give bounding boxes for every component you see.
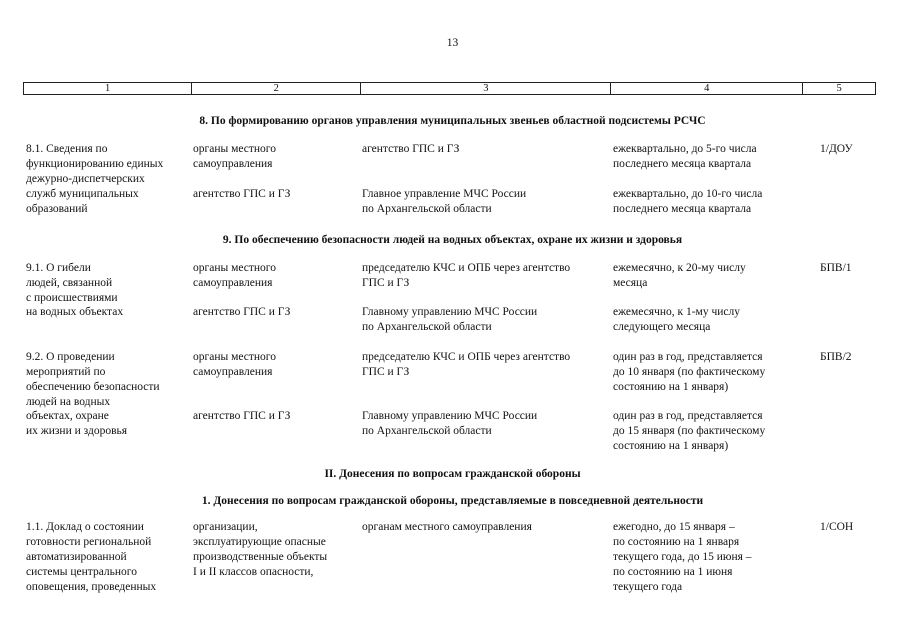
cell-recipient: председателю КЧС и ОПБ через агентство ГПС и ГЗ	[362, 262, 571, 289]
cell-form-code: 1/СОН	[820, 521, 854, 533]
cell-deadline: ежемесячно, к 1-му числу следующего месяца	[613, 306, 740, 333]
cell-deadline: ежемесячно, к 20-му числу месяца	[613, 262, 746, 289]
header-col-5: 5	[802, 83, 875, 94]
cell-form-code: 1/ДОУ	[820, 143, 853, 155]
cell-report-name: объектах, охране их жизни и здоровья	[26, 410, 128, 437]
table-header	[23, 82, 876, 95]
cell-deadline: один раз в год, представляется до 15 января (по фактическому состоянию на 1 января)	[613, 410, 766, 452]
header-col-4: 4	[610, 83, 802, 94]
cell-deadline: ежегодно, до 15 января – по состоянию на 1 января текущего года, до 15 июня – по состоянию на 1 июня текущего года	[613, 521, 752, 593]
cell-recipient: председателю КЧС и ОПБ через агентство ГПС и ГЗ	[362, 351, 571, 378]
cell-deadline: один раз в год, представляется до 10 января (по фактическому состоянию на 1 января)	[613, 351, 766, 393]
cell-form-code: БПВ/1	[820, 262, 852, 274]
header-col-1: 1	[104, 83, 111, 94]
cell-sender: агентство ГПС и ГЗ	[193, 188, 291, 200]
cell-recipient: Главное управление МЧС России по Архангельской области	[362, 188, 527, 215]
cell-deadline: ежеквартально, до 5-го числа последнего месяца квартала	[613, 143, 757, 170]
header-col-2: 2	[191, 83, 360, 94]
cell-sender: агентство ГПС и ГЗ	[193, 410, 291, 422]
cell-sender: организации, эксплуатирующие опасные производственные объекты I и II классов опасности,	[193, 521, 328, 578]
section-heading-9: 9. По обеспечению безопасности людей на водных объектах, охране их жизни и здоровья	[222, 234, 683, 246]
cell-sender: органы местного самоуправления	[193, 262, 276, 289]
section-heading-8: 8. По формированию органов управления муниципальных звеньев областной подсистемы РСЧС	[199, 115, 706, 127]
cell-recipient: органам местного самоуправления	[362, 521, 532, 533]
cell-report-name: 9.1. О гибели людей, связанной с происшествиями	[26, 262, 118, 304]
cell-sender: органы местного самоуправления	[193, 351, 276, 378]
section-heading-1: 1. Донесения по вопросам гражданской обороны, представляемые в повседневной деятельности	[201, 495, 704, 507]
cell-recipient: агентство ГПС и ГЗ	[362, 143, 460, 155]
cell-report-name: на водных объектах	[26, 306, 124, 318]
cell-recipient: Главному управлению МЧС России по Архангельской области	[362, 306, 538, 333]
cell-sender: агентство ГПС и ГЗ	[193, 306, 291, 318]
page-number: 13	[446, 37, 459, 49]
section-heading-II: II. Донесения по вопросам гражданской обороны	[324, 468, 581, 480]
cell-deadline: ежеквартально, до 10-го числа последнего месяца квартала	[613, 188, 763, 215]
cell-report-name: 1.1. Доклад о состоянии готовности региональной автоматизированной системы центрального оповещения, проведенных	[26, 521, 157, 593]
cell-report-name: 8.1. Сведения по функционированию единых дежурно-диспетчерских	[26, 143, 164, 185]
cell-report-name: 9.2. О проведении мероприятий по обеспечению безопасности людей на водных	[26, 351, 160, 408]
cell-form-code: БПВ/2	[820, 351, 852, 363]
header-col-3: 3	[360, 83, 610, 94]
cell-sender: органы местного самоуправления	[193, 143, 276, 170]
cell-report-name: служб муниципальных образований	[26, 188, 139, 215]
cell-recipient: Главному управлению МЧС России по Архангельской области	[362, 410, 538, 437]
